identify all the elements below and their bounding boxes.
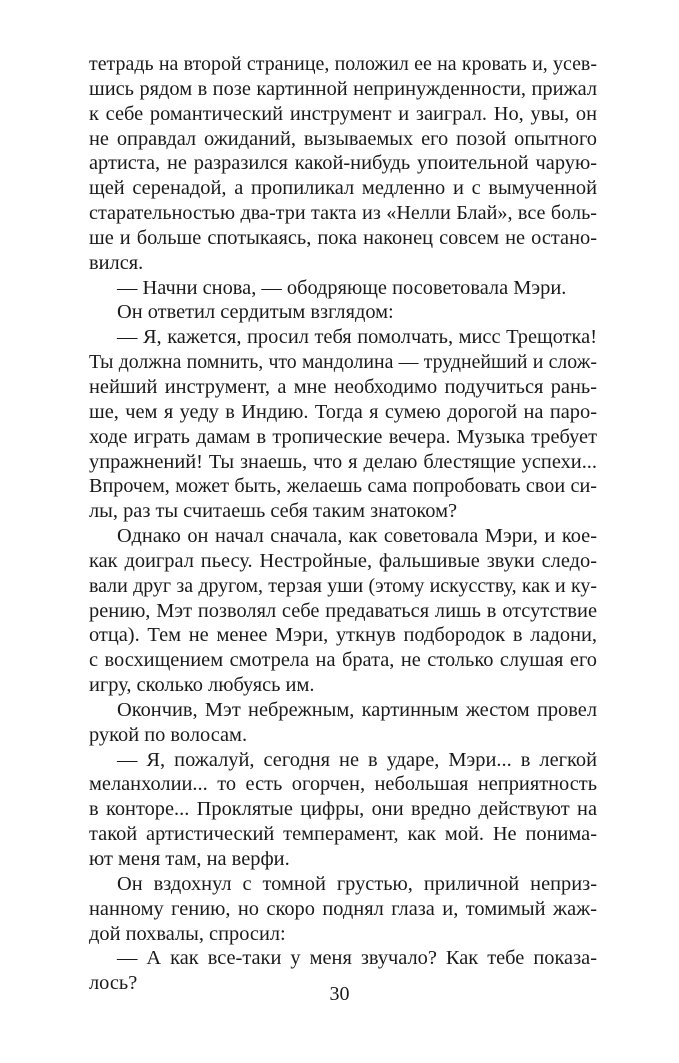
text-line: — Начни снова, — ободряюще посоветовала Мэри.: [117, 276, 567, 299]
text-line: — Я, кажется, просил тебя помолчать, мисс Трещотка!: [117, 326, 597, 349]
text-line: с восхищением смотрела на брата, не столько слушая его: [89, 649, 597, 672]
text-line: нанному гению, но скоро поднял глаза и, томимый жаж-: [89, 897, 597, 920]
text-line: игру, сколько любуясь им.: [89, 674, 315, 697]
text-line: тетрадь на второй странице, положил ее на кровать и, усев-: [89, 53, 597, 75]
page-number: 30: [329, 983, 350, 1005]
text-line: вали друг за другом, терзая уши (этому искусству, как и ку-: [89, 574, 597, 597]
text-line: нейший инструмент, а мне необходимо подучиться рань-: [89, 375, 597, 398]
text-line: Однако он начал сначала, как советовала Мэри, и кое-: [117, 525, 597, 548]
text-line: ше, чем я уеду в Индию. Тогда я сумею дорогой на паро-: [89, 400, 597, 423]
text-line: меланхолии... то есть огорчен, небольшая неприятность: [89, 773, 597, 796]
text-line: лы, раз ты считаешь себя таким знатоком?: [89, 500, 458, 523]
text-line: старательностью два-три такта из «Нелли Блай», все боль-: [89, 202, 597, 225]
text-line: ше и больше спотыкаясь, пока наконец совсем не остано-: [89, 226, 597, 249]
text-line: в конторе... Проклятые цифры, они вредно действуют на: [89, 798, 597, 821]
text-line: упражнений! Ты знаешь, что я делаю блестящие успехи...: [89, 450, 597, 473]
text-line: дой похвалы, спросил:: [89, 922, 286, 945]
text-line: не оправдал ожиданий, вызываемых его позой опытного: [89, 127, 597, 150]
text-line: Он вздохнул с томной грустью, приличной неприз-: [117, 872, 597, 895]
text-line: такой артистический темперамент, как мой. Не понима-: [89, 823, 597, 846]
text-line: артиста, не разразился какой-нибудь упоительной чарую-: [89, 152, 597, 175]
text-line: — Я, пожалуй, сегодня не в ударе, Мэри... в легкой: [117, 748, 597, 771]
body-text: [89, 52, 597, 996]
text-line: как доиграл пьесу. Нестройные, фальшивые звуки следо-: [89, 549, 597, 572]
text-line: рукой по волосам.: [89, 723, 248, 746]
text-line: Ты должна помнить, что мандолина — труднейший и слож-: [89, 351, 597, 374]
text-line: Окончив, Мэт небрежным, картинным жестом провел: [117, 698, 597, 721]
text-line: щей серенадой, а пропиликал медленно и с вымученной: [89, 177, 597, 200]
text-line: — А как все-таки у меня звучало? Как тебе показа-: [117, 947, 597, 970]
text-line: шись рядом в позе картинной непринужденности, прижал: [89, 77, 597, 100]
text-line: ходе играть дамам в тропические вечера. Музыка требует: [89, 425, 597, 448]
text-line: лось?: [89, 972, 138, 995]
text-line: ют меня там, на верфи.: [89, 848, 290, 870]
text-line: рению, Мэт позволял себе предаваться лишь в отсутствие: [89, 599, 597, 622]
text-line: Он ответил сердитым взглядом:: [117, 301, 394, 324]
text-line: Впрочем, может быть, желаешь сама попробовать свои си-: [89, 475, 597, 498]
text-line: отца). Тем не менее Мэри, уткнув подбородок в ладони,: [89, 624, 597, 647]
text-line: к себе романтический инструмент и заиграл. Но, увы, он: [89, 102, 597, 125]
text-line: вился.: [89, 251, 144, 274]
